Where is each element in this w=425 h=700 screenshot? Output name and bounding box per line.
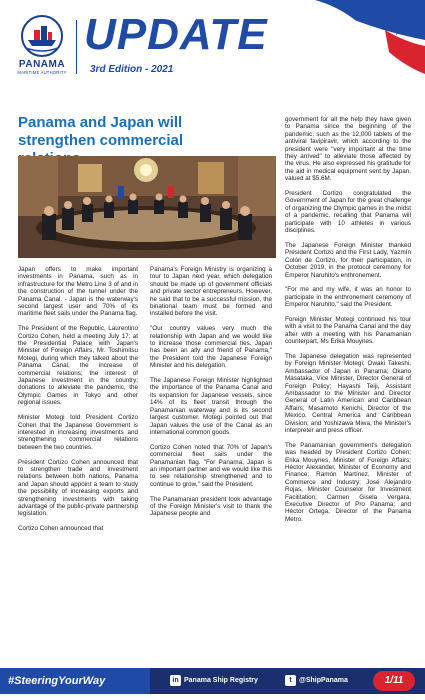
paragraph: "For me and my wife, it was an honor to participate in the enthronement ceremony of Emperor Naruhito," said the President. [285,286,411,309]
page-number: 1/11 [373,671,415,691]
paragraph: Japan offers to make important investments in Panama, such as in infrastructure for the Metro Line 3 of and in the construction of the tunnel under the Panama Canal. - Japan is the waterway's second largest user and 70% of its maritime fleet sails under the Panama flag. [18,266,138,318]
paragraph: The Japanese Foreign Minister highlighted the importance of the Panama Canal and its expansion for Japanese vessels, since 14% of its fleet transit through the Panamanian waterway and is its second largest customer. Motegi pointed out that Japan values the use of the Canal as an international common goods. [150,377,272,436]
twitter-icon: t [285,675,296,686]
paragraph: President Cortizo Cohen announced that to strengthen trade and investment relations between both nations, Panama and Japan should appoint a team to study the possibility of increasing exports and strengthening investments with taking advantage of the public-private partnership legislation. [18,458,138,518]
paragraph: The Panamanian president took advantage of the Foreign Minister's visit to thank the Japanese people and [150,495,272,518]
paragraph: The Panamanian government's delegation was headed by President Cortizo Cohen; Erika Mouynes, Minister of Foreign Affairs; Héctor Alexander, Minister of Economy and Finance; Ramón Martínez, Minister of Commerce and Industry; José Alejandro Rojas, Minister Counselor for Investment Facilitation; Carmen Gisela Vergara, Executive Director of Pro Panama; and Héctor Ortega, Director of the Panama Metro. [285,441,411,523]
paragraph: Minister Motegi told President Cortizo Cohen that the Japanese Government is interested in increasing investments and strengthening commercial relations between the two countries. [18,414,138,451]
logo-name: PANAMA [18,59,66,70]
paragraph: Cortizo Cohen noted that 70% of Japan's commercial fleet sails under the Panamanian flag. "For Panama, Japan is an important partner and we would like this to see relationship strengthened and to continue to grow," said the President. [150,443,272,488]
article-headline: Panama and Japan will strengthen commercial [18,114,184,149]
twitter-link[interactable] [285,675,348,687]
hashtag: #SteeringYourWay [0,668,150,694]
logo-subtitle: MARITIME AUTHORITY [17,70,67,75]
linkedin-label: Panama Ship Registry [184,677,258,684]
linkedin-icon: in [170,675,181,686]
paragraph: The Japanese Foreign Minister thanked President Cortizo and the First Lady, Yazmín Colón de Cortizo, for their participation, in October 2019, in the protocol ceremony for Emperor Naruhito's enthronement. [285,241,411,279]
panama-flag-wave-icon [315,0,425,90]
paragraph: Foreign Minister Motegi continued his tour with a visit to the Panama Canal and the day after with a meeting with his Panamanian counterpart, Ms Erika Mouynes. [285,315,411,346]
footer [0,668,425,700]
masthead [0,0,425,90]
paragraph: government for all the help they have given to Panama since the beginning of the pandemic, such as the 12,000 tablets of the antiviral favipiravir, which according to the president were "very important at the time they arrived" to alleviate those affected by the virus. He also expressed his gratitude for the aid in medical equipment sent by Japan, valued at $5.6M. [285,116,411,183]
header-divider [76,20,77,74]
newsletter-title: UPDATE [84,10,268,59]
linkedin-link[interactable] [170,675,258,687]
meeting-photo [18,156,276,258]
article-column-1 [18,266,138,540]
paragraph: The Japanese delegation was represented by Foreign Minister Motegi; Owaki Takeshi, Ambassador of Japan in Panama; Okano Masataka, Vice Minister, Director General of Foreign Policy; Hayashi Teiji, Assistant Ambassador to the Minister and Director General of Latin American and Caribbean Affairs; Masamoto Kenichi, Director of the Mexico, Central America and Caribbean Division; and Yoshizawa Miwa, the Minister's interpreter and press officer. [285,352,411,434]
twitter-label: @ShipPanama [299,677,348,684]
ship-emblem-icon [20,14,64,58]
article-column-2 [150,266,272,525]
panama-maritime-authority-logo [14,14,70,75]
paragraph: "Our country values very much the relationship with Japan and we would like to increase those commercial ties. Japan has been an ally and friend of Panama," the President told the Japanese Foreign Minister and his delegation. [150,325,272,370]
paragraph: Panama's Foreign Ministry is organizing a tour to Japan next year, which delegation should be made up of government officials and private sector entrepreneurs. However, he said that to be a successful mission, the binational team must be formed and installed before the visit. [150,266,272,318]
edition-label: 3rd Edition - 2021 [90,64,174,75]
paragraph: President Cortizo congratulated the Government of Japan for the great challenge of organizing the Olympic games in the midst of a pandemic, recalling that Panama will participate with 10 athletes in various disciplines. [285,190,411,235]
paragraph: Cortizo Cohen announced that [18,525,104,533]
article-column-3 [285,116,411,531]
paragraph: The President of the Republic, Laurentino Cortizo Cohen, held a meeting July 17; at the Presidential Palace with Japan's Minister of Foreign Affairs, Mr. Toshimitsu Motegi, during which they talked about the Panama Canal, the increase of commercial relations; the interest of Japanese investment in the country; donations to alleviate the pandemic, the Olympic Games in Tokyo and other regional issues. [18,325,138,407]
